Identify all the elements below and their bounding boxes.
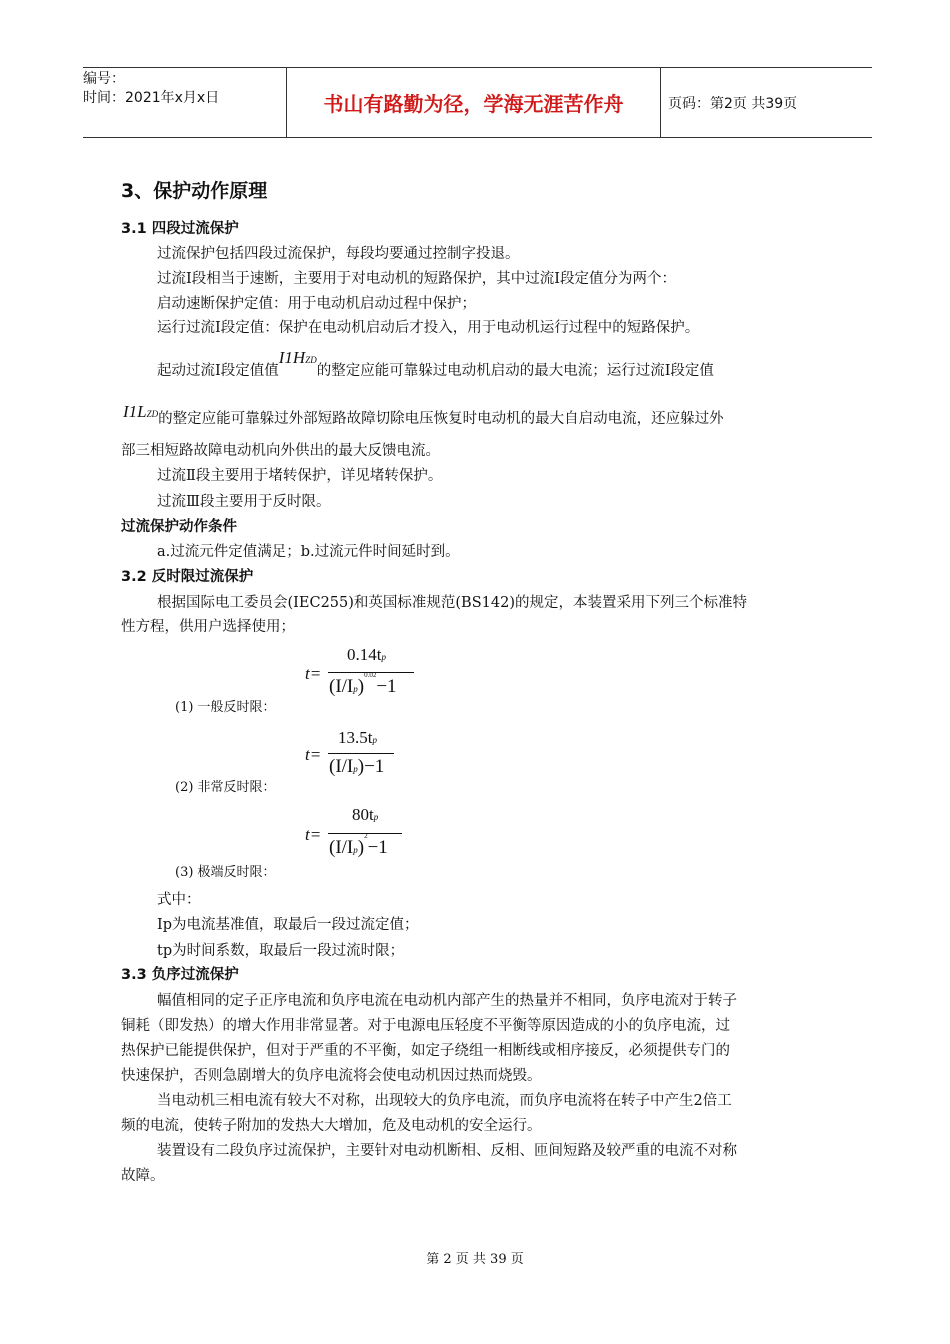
s31-p5a: 起动过流Ⅰ段定值值: [157, 363, 279, 379]
formula3-minus-one: −1: [367, 837, 388, 858]
formula3-den-sub: p: [353, 845, 358, 855]
formula1-label: (1) 一般反时限：: [175, 700, 276, 715]
s33-title: 3.3 负序过流保护: [121, 967, 239, 983]
formula2-minus-one: −1: [364, 756, 385, 777]
s31-p8: 过流Ⅱ段主要用于堵转保护，详见堵转保护。: [157, 468, 443, 484]
s31-p4: 运行过流Ⅰ段定值：保护在电动机启动后才投入，用于电动机运行过程中的短路保护。: [157, 320, 700, 336]
s31-p7: 部三相短路故障电动机向外供出的最大反馈电流。: [121, 443, 440, 459]
doc-time-label: 时间：2021年x月x日: [83, 90, 220, 106]
formula2: [305, 728, 405, 788]
formula1-den-sub: p: [353, 684, 358, 694]
header-motto: 书山有路勤为径，学海无涯苦作舟: [286, 68, 661, 137]
formula3-den-close: ): [357, 837, 365, 858]
s32-tp: tp为时间系数，取最后一段过流时限；: [157, 943, 405, 959]
s33-p1: 幅值相同的定子正序电流和负序电流在电动机内部产生的热量并不相同，负序电流对于转子: [157, 993, 737, 1009]
formula3-exponent: 2: [364, 831, 368, 840]
formula2-num-sub: p: [372, 735, 377, 745]
symbol-i1h: I1H: [278, 348, 306, 367]
s31-title: 3.1 四段过流保护: [121, 221, 239, 237]
page-footer: 第 2 页 共 39 页: [426, 1252, 524, 1267]
formula3: [305, 805, 405, 867]
formula3-den: (I/I: [329, 837, 354, 858]
s32-p1: 根据国际电工委员会(IEC255)和英国标准规范(BS142)的规定，本装置采用下列三个标准特: [157, 595, 747, 611]
formula2-numerator: 13.5t: [338, 728, 373, 747]
formula1: [305, 645, 415, 705]
s32-ip: Ip为电流基准值，取最后一段过流定值；: [157, 917, 419, 933]
s33-p8: 故障。: [121, 1168, 165, 1184]
s31-cond-title: 过流保护动作条件: [121, 519, 237, 535]
formula3-t: t=: [305, 825, 322, 844]
s31-cond: a.过流元件定值满足；b.过流元件时间延时到。: [157, 544, 460, 560]
formula1-den: (I/I: [329, 676, 354, 697]
formula3-num-sub: p: [373, 812, 379, 822]
s32-title: 3.2 反时限过流保护: [121, 569, 254, 585]
s32-where: 式中：: [157, 892, 201, 908]
formula2-den: (I/I: [329, 756, 354, 777]
s31-p2: 过流Ⅰ段相当于速断，主要用于对电动机的短路保护，其中过流Ⅰ段定值分为两个：: [157, 271, 676, 287]
s31-p1: 过流保护包括四段过流保护，每段均要通过控制字投退。: [157, 246, 520, 262]
formula2-label: (2) 非常反时限：: [175, 780, 276, 795]
formula2-fraction-bar: [328, 753, 394, 754]
s31-p3: 启动速断保护定值：用于电动机启动过程中保护；: [157, 296, 476, 312]
formula2-den-close: ): [357, 756, 365, 777]
s33-p7: 装置设有二段负序过流保护，主要针对电动机断相、反相、匝间短路及较严重的电流不对称: [157, 1143, 737, 1159]
formula1-den-close: ): [357, 676, 365, 697]
formula1-numerator: 0.14t: [347, 645, 382, 664]
doc-number-label: 编号：: [83, 71, 125, 87]
s31-p6b: 的整定应能可靠躲过外部短路故障切除电压恢复时电动机的最大自启动电流，还应躲过外: [158, 411, 724, 427]
formula2-t: t=: [305, 745, 322, 764]
formula3-numerator: 80t: [352, 805, 374, 824]
formula1-t: t=: [305, 664, 322, 683]
symbol-i1l: I1L: [123, 402, 147, 421]
section-title: 3、保护动作原理: [121, 180, 268, 202]
s33-p4: 快速保护，否则急剧增大的负序电流将会使电动机因过热而烧毁。: [121, 1068, 542, 1084]
header-table: [83, 67, 872, 138]
symbol-i1h-sub: ZD: [305, 355, 317, 365]
s33-p5: 当电动机三相电流有较大不对称，出现较大的负序电流，而负序电流将在转子中产生2倍工: [157, 1093, 732, 1109]
s31-p5b: 的整定应能可靠躲过电动机启动的最大电流；运行过流Ⅰ段定值: [316, 363, 714, 379]
header-page-info: 页码：第2页 共39页: [668, 95, 798, 112]
s31-p6: [123, 402, 724, 428]
symbol-i1l-sub: ZD: [146, 409, 159, 419]
formula3-label: (3) 极端反时限：: [175, 865, 276, 880]
formula1-num-sub: p: [381, 652, 386, 662]
s31-p5: [157, 348, 714, 380]
formula1-exponent: 0.02: [364, 670, 377, 679]
s33-p2: 铜耗（即发热）的增大作用非常显著。对于电源电压轻度不平衡等原因造成的小的负序电流，过: [121, 1018, 730, 1034]
formula2-den-sub: p: [353, 764, 358, 774]
s32-p2: 性方程，供用户选择使用；: [121, 619, 295, 635]
s33-p3: 热保护已能提供保护，但对于严重的不平衡，如定子绕组一相断线或相序接反，必须提供专门的: [121, 1043, 730, 1059]
formula1-minus-one: −1: [376, 676, 397, 697]
s31-p9: 过流Ⅲ段主要用于反时限。: [157, 494, 331, 510]
header-left-cell: [83, 68, 286, 139]
s33-p6: 频的电流，使转子附加的发热大大增加，危及电动机的安全运行。: [121, 1118, 542, 1134]
